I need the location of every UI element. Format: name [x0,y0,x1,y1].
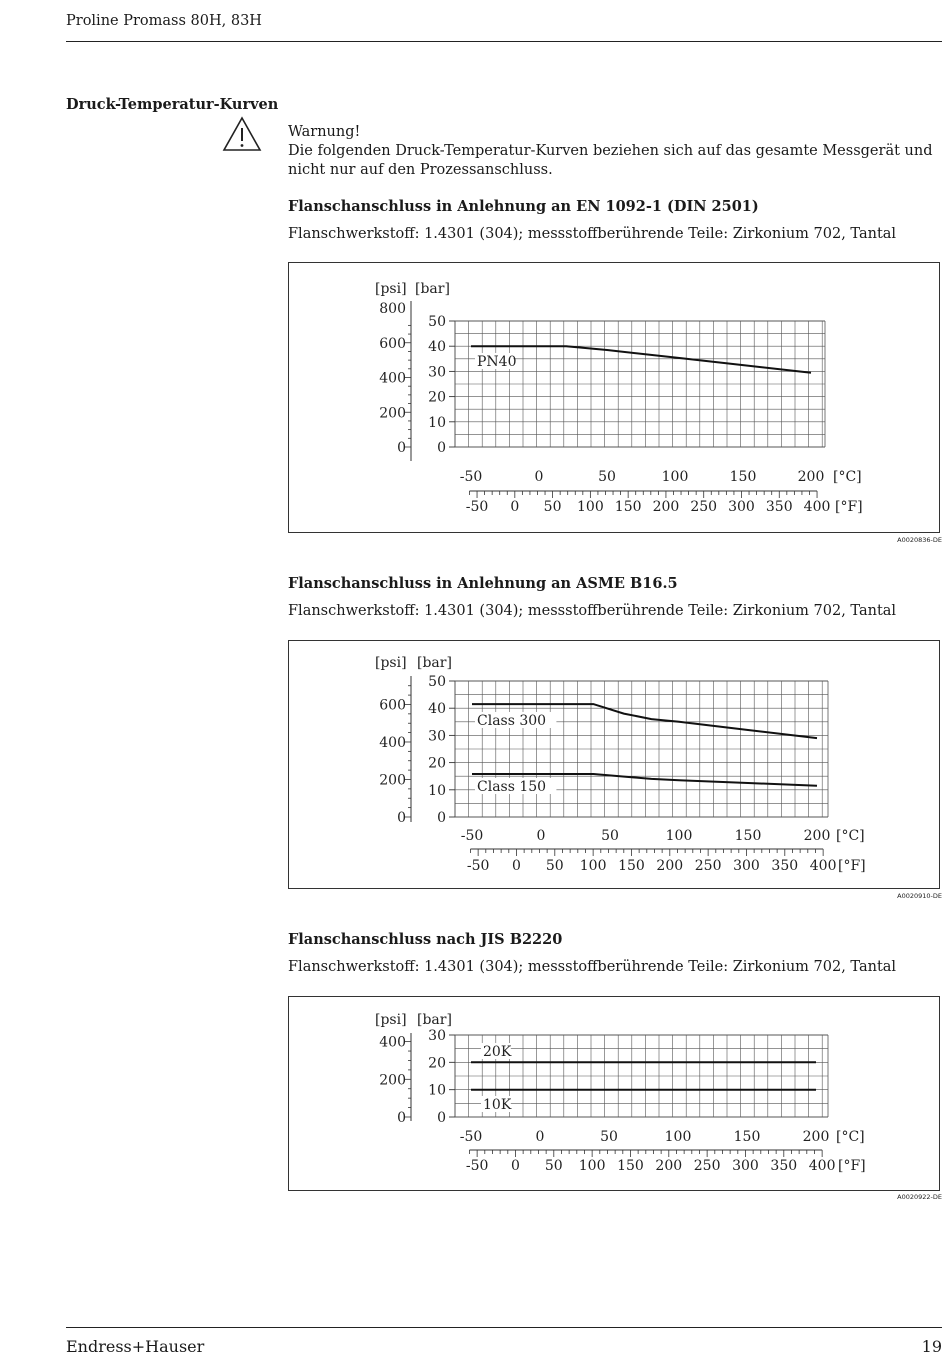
y-psi-tick-label: 400 [379,370,406,387]
x-fahrenheit-tick-label: 0 [510,499,520,515]
header-rule [66,41,942,42]
chart-3-material: Flanschwerkstoff: 1.4301 (304); messstoffberührende Teile: Zirkonium 702, Tantal [288,959,897,975]
x-celsius-unit-label: [°C] [836,1129,865,1145]
x-fahrenheit-tick-label: 200 [652,499,680,515]
y-bar-tick-label: 30 [428,1028,446,1044]
x-fahrenheit-tick-label: 50 [544,1158,563,1174]
y-psi-tick-label: 600 [379,697,406,714]
y-psi-tick-label: 400 [379,1034,406,1051]
x-celsius-tick-label: -50 [459,1129,483,1145]
y-axis-bar-label: [bar] [415,281,450,297]
x-fahrenheit-tick-label: 150 [618,858,645,874]
footer-rule [66,1327,942,1328]
x-fahrenheit-tick-label: 350 [771,858,799,874]
x-celsius-tick-label: -50 [460,828,484,844]
y-psi-tick-label: 600 [379,335,406,352]
x-celsius-tick-label: -50 [459,469,483,485]
chart-1-code: A0020836-DE [897,536,942,544]
y-bar-tick-label: 0 [437,810,446,826]
x-celsius-tick-label: 100 [664,1129,692,1145]
y-bar-tick-label: 30 [428,728,446,745]
y-bar-tick-label: 0 [437,440,446,456]
x-fahrenheit-tick-label: 200 [655,1158,683,1174]
x-fahrenheit-tick-label: 100 [579,858,607,874]
x-celsius-tick-label: 150 [734,828,762,844]
series-label: Class 150 [477,779,547,795]
x-fahrenheit-tick-label: 350 [770,1158,798,1174]
series-line [471,346,811,373]
y-psi-tick-label: 0 [397,1110,406,1126]
y-psi-tick-label: 200 [379,1072,406,1089]
x-fahrenheit-tick-label: 400 [803,499,831,515]
y-psi-tick-label: 200 [379,772,406,789]
x-celsius-tick-label: 200 [803,828,831,844]
y-axis-bar-label: [bar] [417,655,452,671]
chart-3-heading: Flanschanschluss nach JIS B2220 [288,931,563,948]
x-celsius-tick-label: 50 [600,1129,618,1145]
chart-1-material: Flanschwerkstoff: 1.4301 (304); messstoffberührende Teile: Zirkonium 702, Tantal [288,226,897,242]
chart-1-figure [288,262,940,533]
y-bar-tick-label: 20 [428,389,446,406]
chart-1-svg [289,263,941,534]
y-bar-tick-label: 10 [428,1082,446,1099]
x-celsius-tick-label: 200 [797,469,825,485]
warning-text: Die folgenden Druck-Temperatur-Kurven beziehen sich auf das gesamte Messgerät und nicht nur auf den Prozessanschluss. [288,143,933,178]
y-axis-psi-label: [psi] [375,655,407,671]
section-title: Druck-Temperatur-Kurven [66,96,279,113]
x-fahrenheit-tick-label: 350 [765,499,793,515]
y-bar-tick-label: 20 [428,1055,446,1072]
y-bar-tick-label: 40 [428,339,446,356]
x-fahrenheit-tick-label: 250 [693,1158,721,1174]
x-celsius-tick-label: 0 [534,469,544,485]
document-header-title: Proline Promass 80H, 83H [66,13,262,29]
y-axis-psi-label: [psi] [375,281,407,297]
footer-company: Endress+Hauser [66,1337,205,1356]
x-fahrenheit-tick-label: 250 [694,858,722,874]
x-fahrenheit-tick-label: 250 [690,499,718,515]
y-psi-tick-label: 0 [397,810,406,826]
y-psi-tick-label: 800 [379,301,406,318]
x-fahrenheit-tick-label: 400 [809,858,837,874]
x-celsius-unit-label: [°C] [833,469,862,485]
x-celsius-tick-label: 50 [598,469,616,485]
y-bar-tick-label: 10 [428,782,446,799]
series-label: 10K [483,1097,512,1113]
x-fahrenheit-tick-label: 0 [512,858,521,874]
chart-1-heading: Flanschanschluss in Anlehnung an EN 1092-1 (DIN 2501) [288,198,759,215]
y-bar-tick-label: 40 [428,701,446,718]
x-fahrenheit-tick-label: 100 [578,1158,606,1174]
y-bar-tick-label: 0 [437,1110,446,1126]
y-bar-tick-label: 30 [428,364,446,381]
warning-triangle-icon [222,116,262,152]
x-celsius-unit-label: [°C] [836,828,865,844]
y-bar-tick-label: 50 [428,314,446,330]
warning-block [288,123,944,180]
x-fahrenheit-unit-label: [°F] [835,499,863,515]
x-fahrenheit-tick-label: 300 [733,858,760,874]
chart-3-code: A0020922-DE [897,1193,942,1201]
y-bar-tick-label: 10 [428,414,446,431]
y-psi-tick-label: 200 [379,405,406,422]
x-fahrenheit-tick-label: -50 [465,1158,489,1174]
x-celsius-tick-label: 200 [802,1129,830,1145]
x-fahrenheit-tick-label: 150 [614,499,642,515]
chart-2-svg [289,641,941,890]
footer-page-number: 19 [921,1337,942,1356]
x-fahrenheit-tick-label: 150 [617,1158,644,1174]
x-fahrenheit-tick-label: -50 [465,499,489,515]
x-celsius-tick-label: 150 [729,469,757,485]
series-label: Class 300 [477,713,547,729]
x-celsius-tick-label: 50 [601,828,619,844]
y-bar-tick-label: 50 [428,674,446,690]
x-fahrenheit-tick-label: 200 [656,858,684,874]
x-fahrenheit-tick-label: 300 [728,499,755,515]
x-fahrenheit-tick-label: 50 [545,858,564,874]
x-celsius-tick-label: 100 [665,828,693,844]
y-bar-tick-label: 20 [428,755,446,772]
x-celsius-tick-label: 100 [661,469,689,485]
x-fahrenheit-tick-label: 400 [808,1158,836,1174]
x-celsius-tick-label: 150 [733,1129,761,1145]
y-axis-bar-label: [bar] [417,1012,452,1028]
series-label: PN40 [477,354,517,370]
x-fahrenheit-unit-label: [°F] [838,1158,866,1174]
chart-2-code: A0020910-DE [897,892,942,900]
chart-2-figure [288,640,940,889]
x-fahrenheit-unit-label: [°F] [838,858,866,874]
y-psi-tick-label: 0 [397,440,406,456]
warning-label: Warnung! [288,124,361,140]
x-fahrenheit-tick-label: 300 [732,1158,759,1174]
chart-2-material: Flanschwerkstoff: 1.4301 (304); messstoffberührende Teile: Zirkonium 702, Tantal [288,603,897,619]
x-fahrenheit-tick-label: -50 [466,858,490,874]
chart-3-svg [289,997,941,1192]
series-label: 20K [483,1044,512,1060]
x-fahrenheit-tick-label: 0 [511,1158,520,1174]
y-axis-psi-label: [psi] [375,1012,407,1028]
x-fahrenheit-tick-label: 100 [577,499,604,515]
x-celsius-tick-label: 0 [535,1129,545,1145]
x-fahrenheit-tick-label: 50 [543,499,562,515]
y-psi-tick-label: 400 [379,734,406,751]
x-celsius-tick-label: 0 [536,828,546,844]
chart-2-heading: Flanschanschluss in Anlehnung an ASME B16.5 [288,575,678,592]
chart-3-figure [288,996,940,1191]
